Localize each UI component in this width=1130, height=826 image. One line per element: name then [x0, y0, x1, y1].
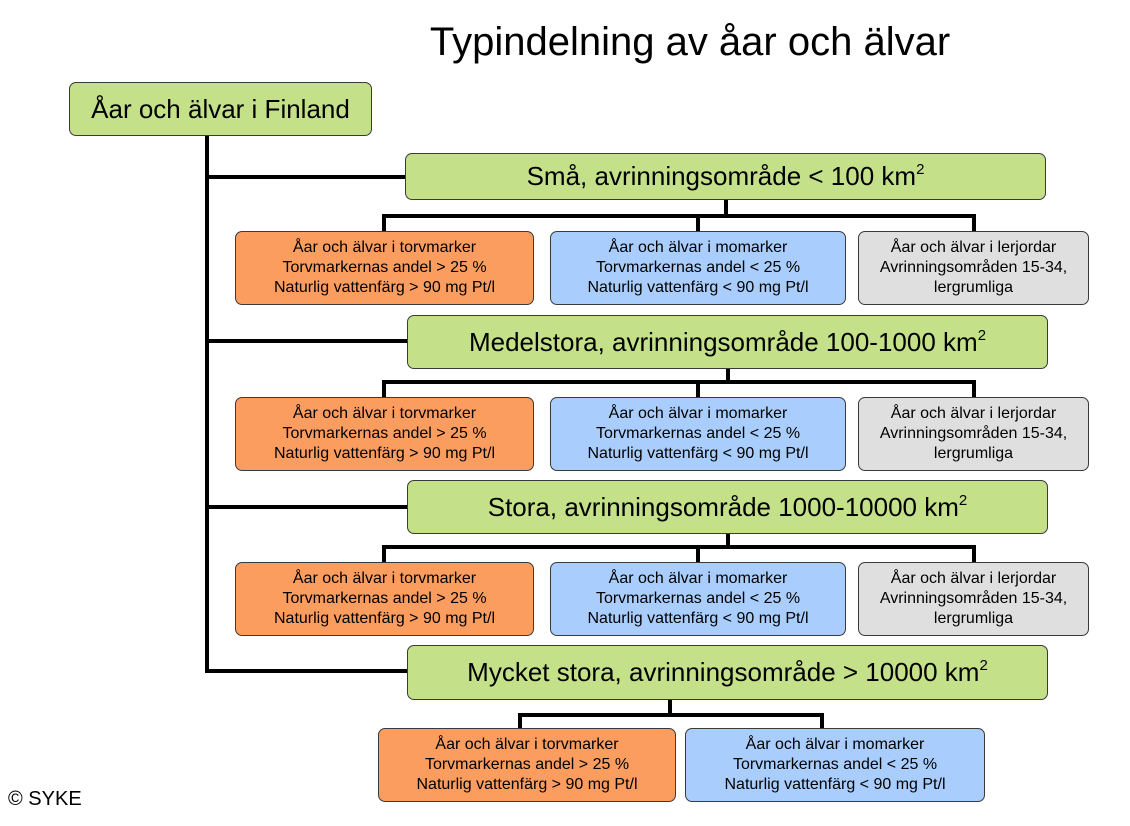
- unit-superscript: 2: [916, 161, 925, 178]
- connector: [382, 545, 976, 549]
- page-title: Typindelning av åar och älvar: [429, 20, 951, 64]
- subtype-text-line: Torvmarkernas andel > 25 %: [424, 756, 630, 773]
- branch-line-medium: [205, 339, 409, 343]
- subtype-text-line: Naturlig vattenfärg > 90 mg Pt/l: [416, 776, 638, 793]
- root-label: Åar och älvar i Finland: [91, 93, 350, 124]
- subtype-text-line: lergrumliga: [933, 445, 1014, 462]
- category-text: Stora, avrinningsområde 1000-10000 km: [487, 491, 959, 522]
- unit-superscript: 2: [977, 326, 987, 344]
- subtype-text-line: Torvmarkernas andel < 25 %: [595, 590, 801, 607]
- subtype-peatland: [235, 397, 534, 471]
- category-text: Mycket stora, avrinningsområde > 10000 km: [467, 657, 980, 687]
- subtype-text-line: Åar och älvar i torvmarker: [292, 570, 477, 587]
- subtype-text-line: Åar och älvar i torvmarker: [292, 405, 477, 422]
- subtype-text-line: Avrinningsområden 15-34,: [879, 259, 1068, 276]
- connector: [518, 713, 824, 717]
- connector: [518, 713, 522, 729]
- subtype-text-line: Naturlig vattenfärg < 90 mg Pt/l: [724, 776, 946, 793]
- subtype-text-line: Åar och älvar i momarker: [608, 239, 788, 256]
- connector: [972, 214, 976, 232]
- category-medium: [407, 315, 1048, 369]
- connector: [972, 545, 976, 563]
- subtype-text-line: Naturlig vattenfärg > 90 mg Pt/l: [274, 610, 495, 627]
- subtype-clay-soil: [858, 231, 1089, 305]
- branch-line-very-large: [205, 669, 409, 673]
- connector: [696, 214, 700, 232]
- subtype-text-line: Naturlig vattenfärg < 90 mg Pt/l: [587, 610, 809, 627]
- connector: [382, 545, 386, 563]
- subtype-text-line: Naturlig vattenfärg < 90 mg Pt/l: [587, 445, 809, 462]
- subtype-text-line: Åar och älvar i lerjordar: [890, 239, 1057, 256]
- category-small: [405, 153, 1046, 200]
- subtype-text-line: Åar och älvar i momarker: [608, 405, 788, 422]
- unit-superscript: 2: [979, 657, 988, 674]
- connector: [382, 214, 976, 218]
- subtype-clay-soil: [858, 397, 1089, 471]
- subtype-text-line: Naturlig vattenfärg < 90 mg Pt/l: [587, 279, 809, 296]
- connector: [382, 380, 386, 398]
- connector: [382, 214, 386, 232]
- subtype-text-line: Torvmarkernas andel < 25 %: [595, 259, 801, 276]
- category-label: [469, 327, 986, 358]
- connector: [696, 545, 700, 563]
- subtype-text-line: Åar och älvar i torvmarker: [435, 736, 619, 753]
- subtype-peatland: [235, 231, 534, 305]
- branch-line-small: [205, 175, 407, 179]
- subtype-text-line: Naturlig vattenfärg > 90 mg Pt/l: [274, 445, 495, 462]
- connector: [382, 380, 976, 384]
- category-text: Medelstora, avrinningsområde 100-1000 km: [468, 326, 978, 357]
- subtype-text-line: lergrumliga: [933, 610, 1014, 627]
- connector: [972, 380, 976, 398]
- category-large: [407, 480, 1048, 534]
- category-label: [467, 657, 988, 688]
- subtype-text-line: Åar och älvar i momarker: [745, 736, 925, 753]
- connector: [820, 713, 824, 729]
- category-text: Små, avrinningsområde < 100 km: [526, 161, 917, 191]
- connector: [724, 199, 728, 215]
- unit-superscript: 2: [958, 491, 968, 509]
- subtype-text-line: Åar och älvar i lerjordar: [890, 405, 1057, 422]
- subtype-clay-soil: [858, 562, 1089, 636]
- subtype-peatland: [378, 728, 676, 802]
- subtype-text-line: Åar och älvar i lerjordar: [890, 570, 1057, 587]
- category-very-large: [407, 645, 1048, 700]
- subtype-text-line: Avrinningsområden 15-34,: [879, 425, 1068, 442]
- subtype-text-line: Åar och älvar i torvmarker: [292, 239, 477, 256]
- subtype-text-line: Torvmarkernas andel > 25 %: [282, 259, 487, 276]
- connector: [696, 380, 700, 398]
- copyright-notice: © SYKE: [8, 788, 82, 810]
- subtype-text-line: Åar och älvar i momarker: [608, 570, 788, 587]
- category-label: [527, 161, 925, 192]
- root-node: [69, 82, 372, 136]
- subtype-text-line: Avrinningsområden 15-34,: [879, 590, 1068, 607]
- subtype-text-line: Naturlig vattenfärg > 90 mg Pt/l: [274, 279, 495, 296]
- subtype-mineral-soil: [550, 397, 846, 471]
- subtype-text-line: Torvmarkernas andel < 25 %: [732, 756, 938, 773]
- trunk-line: [205, 134, 209, 672]
- subtype-mineral-soil: [550, 562, 846, 636]
- category-label: [488, 492, 968, 523]
- subtype-text-line: Torvmarkernas andel > 25 %: [282, 590, 487, 607]
- branch-line-large: [205, 505, 409, 509]
- subtype-text-line: lergrumliga: [933, 279, 1014, 296]
- subtype-mineral-soil: [685, 728, 985, 802]
- subtype-mineral-soil: [550, 231, 846, 305]
- subtype-peatland: [235, 562, 534, 636]
- subtype-text-line: Torvmarkernas andel > 25 %: [282, 425, 487, 442]
- subtype-text-line: Torvmarkernas andel < 25 %: [595, 425, 801, 442]
